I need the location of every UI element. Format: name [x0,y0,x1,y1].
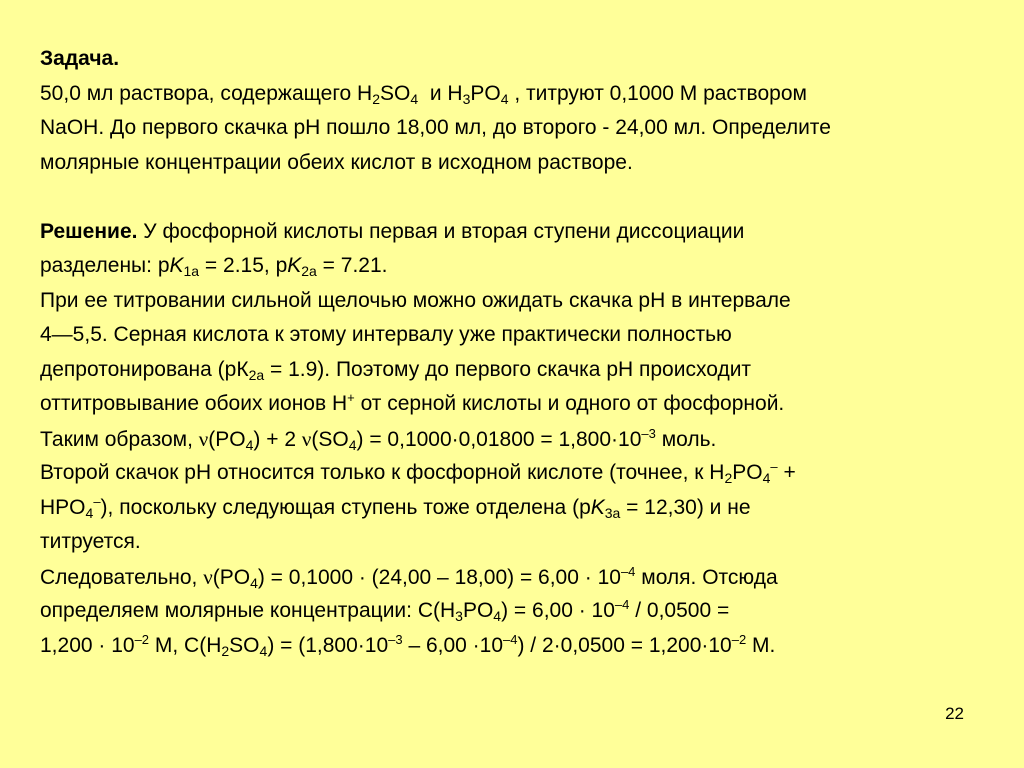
subscript: 4 [493,608,502,624]
subscript: 3 [462,90,471,107]
superscript: + [347,390,355,405]
superscript: –2 [731,631,747,647]
text: определяем молярные концентрации: C(H [40,599,456,622]
solution-line-9 [40,491,1000,526]
subscript: 2a [248,366,265,383]
nu-symbol: ν [301,426,312,451]
solution-line-12 [40,594,1000,629]
text: / 0,0500 = [629,599,730,622]
text: HPO [40,495,86,519]
text: = 2.15, р [199,254,288,277]
text: от серной кислоты и одного от фосфорной. [354,392,785,415]
text: разделены: р [40,254,170,277]
subscript: 4 [259,642,268,659]
subscript: 3 [455,608,463,624]
text: = 12,30) и не [620,495,751,519]
subscript: 4 [410,90,419,107]
solution-line-8 [40,456,1000,491]
text: депротонирована (рК [40,357,249,381]
subscript: 4 [348,436,357,453]
subscript: 2а [301,263,317,279]
text: – 6,00 ·10 [402,633,504,657]
solution-line-1 [40,215,1000,250]
text: , титруют 0,1000 М раствором [508,81,807,105]
solution-line-11 [40,560,1000,595]
text: ) = (1,800·10 [267,633,389,657]
text: ) = 0,1000 · (24,00 – 18,00) = 6,00 · 10 [257,565,621,589]
text: моль. [655,427,717,451]
superscript: –3 [641,425,656,441]
text: У фосфорной кислоты первая и вторая ступени диссоциации [137,219,745,243]
subscript: 4 [762,470,771,486]
text: = 7.21. [316,254,388,277]
text: моля. Отсюда [635,565,778,589]
text: М, C(H [149,633,222,657]
solution-line-2 [40,249,1000,284]
text: K [590,495,605,519]
subscript: 4 [245,436,254,453]
superscript: –3 [388,631,403,647]
paragraph-gap [40,180,1000,215]
text: ), поскольку следующая ступень тоже отделена (р [100,495,591,519]
subscript: 2 [724,470,733,486]
problem-line-3: молярные концентрации обеих кислот в исходном растворе. [40,150,633,174]
text: Следовательно, [40,565,204,589]
solution-line-13 [40,629,1000,664]
task-title: Задача. [40,47,120,70]
solution-line-3: При ее титровании сильной щелочью можно ожидать скачка рН в интервале [40,288,791,312]
text: (SO [311,427,349,451]
text: 50,0 мл раствора, содержащего H [40,81,373,105]
subscript: 3а [604,504,621,521]
text: Второй скачок рН относится только к фосфорной кислоте (точнее, к H [40,461,725,484]
superscript: –4 [503,631,518,647]
solution-line-4: 4—5,5. Серная кислота к этому интервалу уже практически полностью [40,323,732,346]
nu-symbol: ν [203,564,213,589]
text: = 1.9). Поэтому до первого скачка рН происходит [264,357,752,381]
superscript: –4 [620,563,636,579]
problem-line-1 [40,77,1000,112]
solution-line-5 [40,353,1000,388]
text: (PO [208,427,246,451]
text: ) = 0,1000·0,01800 = 1,800·10 [356,427,642,451]
superscript: – [770,459,778,474]
superscript: – [93,493,101,509]
solution-line-7 [40,422,1000,457]
superscript: –4 [614,597,630,612]
text: K [287,254,302,277]
text: Таким образом, [40,427,199,451]
page-number: 22 [945,704,964,723]
solution-label: Решение. [40,219,138,243]
solution-line-6 [40,387,1000,422]
slide-content [40,42,1000,663]
subscript: 2 [221,642,230,659]
text: ) / 2·0,0500 = 1,200·10 [517,633,732,657]
subscript: 4 [500,90,509,107]
solution-line-10: титруется. [40,530,141,553]
text: PO [470,81,501,105]
problem-line-2: NaOH. До первого скачка рН пошло 18,00 мл, до второго - 24,00 мл. Определите [40,116,831,139]
text: PO [732,461,763,484]
text: K [169,254,184,277]
text: SO [380,81,411,105]
text: ) = 6,00 · 10 [501,599,615,622]
text: + [777,461,796,484]
subscript: 4 [250,574,258,591]
text: М. [746,633,776,657]
superscript: –2 [134,631,150,647]
text: (PO [212,565,251,589]
nu-symbol: ν [198,426,209,451]
text: PO [462,599,494,622]
subscript: 4 [85,504,94,521]
text: оттитровывание обоих ионов Н [40,392,348,415]
text: SO [229,633,260,657]
subscript: 1а [183,263,200,279]
text: 1,200 · 10 [40,633,135,657]
subscript: 2 [372,90,381,107]
text: ) + 2 [253,427,302,451]
text: и H [418,81,463,105]
